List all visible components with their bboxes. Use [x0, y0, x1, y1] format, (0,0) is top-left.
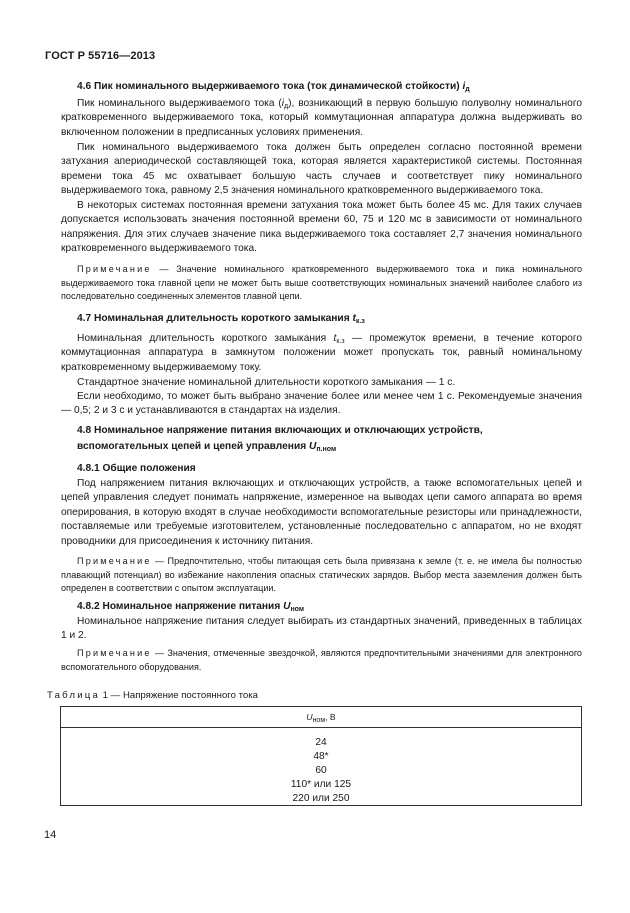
section-4-7-heading-text: 4.7 Номинальная длительность короткого замыкания [77, 313, 353, 324]
note-label: Примечание [77, 264, 152, 274]
text: — промежуток времени, в течение которого коммутационная аппаратура в замкнутом положении может пропускать ток, равный номинальному кратковременному выдерживаемому току. [61, 333, 582, 373]
section-4-8-heading-line-1: 4.8 Номинальное напряжение питания включающих и отключающих устройств, [77, 425, 483, 436]
symbol-subscript: к.з [336, 338, 345, 345]
paragraph: Под напряжением питания включающих и отключающих устройств, а также вспомогательных цепей и цепей управления следует понимать напряжение, измеренное на выводах цепи самого аппарата во время оперирования, в которую входят в случае необходимости вспомогательные резисторы или принадлежности, поставляемые или требуемые изготовителем, установленные последовательно с аппаратом, но не входят проводники для присоединения к источнику питания. [61, 478, 582, 547]
symbol-subscript: д [465, 86, 470, 93]
note [61, 555, 582, 596]
note [61, 263, 582, 304]
section-4-8-heading-line-2 [77, 440, 336, 454]
symbol-subscript: п.ном [316, 446, 337, 453]
section-4-8-2-heading [77, 600, 304, 614]
note-text: — Предпочтительно, чтобы питающая сеть была привязана к земле (т. е. не имела бы полностью плавающий потенциал) во избежание накопления опасных статических зарядов. Выбор места заземления должен быть определен в соответствии с опытом эксплуатации. [61, 556, 582, 594]
symbol-u: U [306, 712, 313, 722]
page-number: 14 [44, 829, 57, 841]
symbol-subscript: к.з [355, 318, 365, 325]
section-4-7-heading [77, 312, 365, 326]
note-text: — Значения, отмеченные звездочкой, являются предпочтительными значениями для электронного вспомогательного оборудования. [61, 648, 582, 672]
heading-text: 4.8.2 Номинальное напряжение питания [77, 601, 284, 612]
symbol-subscript: ном [290, 606, 305, 613]
section-4-8-1-heading: 4.8.1 Общие положения [77, 463, 196, 474]
heading-text: вспомогательных цепей и цепей управления [77, 441, 309, 452]
paragraph: Пик номинального выдерживаемого тока должен быть определен согласно постоянной времени затухания апериодической составляющей тока, которая является характеристикой системы. Постоянная времени тока 45 мс охватывает большую часть случаев и соответствует пику номинального выдерживаемого тока, равному 2,5 значения номинального кратковременного выдерживаемого тока. [61, 142, 582, 197]
section-4-6-heading-text: 4.6 Пик номинального выдерживаемого тока (ток динамической стойкости) [77, 81, 463, 92]
table-row: 24 [315, 737, 327, 748]
caption-text: 1 — Напряжение постоянного тока [100, 690, 258, 701]
symbol-i: i [281, 98, 285, 109]
table-row: 60 [315, 765, 327, 776]
symbol-t: t [352, 313, 356, 324]
table-row: 48* [313, 751, 329, 762]
table-row: 220 или 250 [292, 793, 350, 804]
paragraph: Номинальное напряжение питания следует выбирать из стандартных значений, приведенных в таблицах 1 и 2. [61, 616, 582, 642]
document-code: ГОСТ Р 55716—2013 [45, 50, 156, 62]
symbol-subscript: ном [312, 717, 326, 724]
caption-label: Таблица [47, 690, 101, 701]
symbol-u: U [309, 441, 317, 452]
table-row: 110* или 125 [290, 779, 352, 790]
table-1 [60, 706, 582, 806]
paragraph [61, 332, 582, 375]
note [61, 647, 582, 674]
paragraph [61, 97, 582, 140]
symbol-t: t [333, 333, 337, 344]
note-text: — Значение номинального кратковременного выдерживаемого тока и пика номинального выдерживаемого тока главной цепи не может быть выше соответствующих номинальных значений наиболее слабого из последовательно соединенных элементов главной цепи. [61, 264, 582, 302]
note-label: Примечание [77, 648, 152, 658]
section-4-6-heading [77, 80, 470, 94]
paragraph: Если необходимо, то может быть выбрано значение более или менее чем 1 с. Рекомендуемые значения — 0,5; 2 и 3 с и устанавливаются в стандартах на изделия. [61, 391, 582, 417]
table-caption [47, 690, 258, 701]
unit: , В [325, 712, 336, 722]
paragraph: В некоторых системах постоянная времени затухания тока может быть более 45 мс. Для таких случаев допускается использовать значения постоянной времени 60, 75 и 120 мс в зависимости от номинального напряжения. Для этих случаев значение пика выдерживаемого тока составляет 2,7 значения номинального кратковременного выдерживаемого тока. [61, 200, 582, 255]
text: ), возникающий в первую большую полуволну номинального кратковременного выдерживаемого тока, который коммутационная аппаратура должна выдерживать во включенном положении в предписанных условиях применения. [61, 98, 582, 138]
symbol-subscript: д [284, 103, 289, 110]
symbol-i: i [462, 81, 466, 92]
paragraph: Стандартное значение номинальной длительности короткого замыкания — 1 с. [77, 377, 456, 388]
note-label: Примечание [77, 556, 152, 566]
table-body [61, 736, 581, 806]
symbol-u: U [283, 601, 291, 612]
text: Номинальная длительность короткого замыкания [77, 333, 334, 344]
text: Пик номинального выдерживаемого тока ( [77, 98, 282, 109]
table-header [61, 707, 581, 728]
